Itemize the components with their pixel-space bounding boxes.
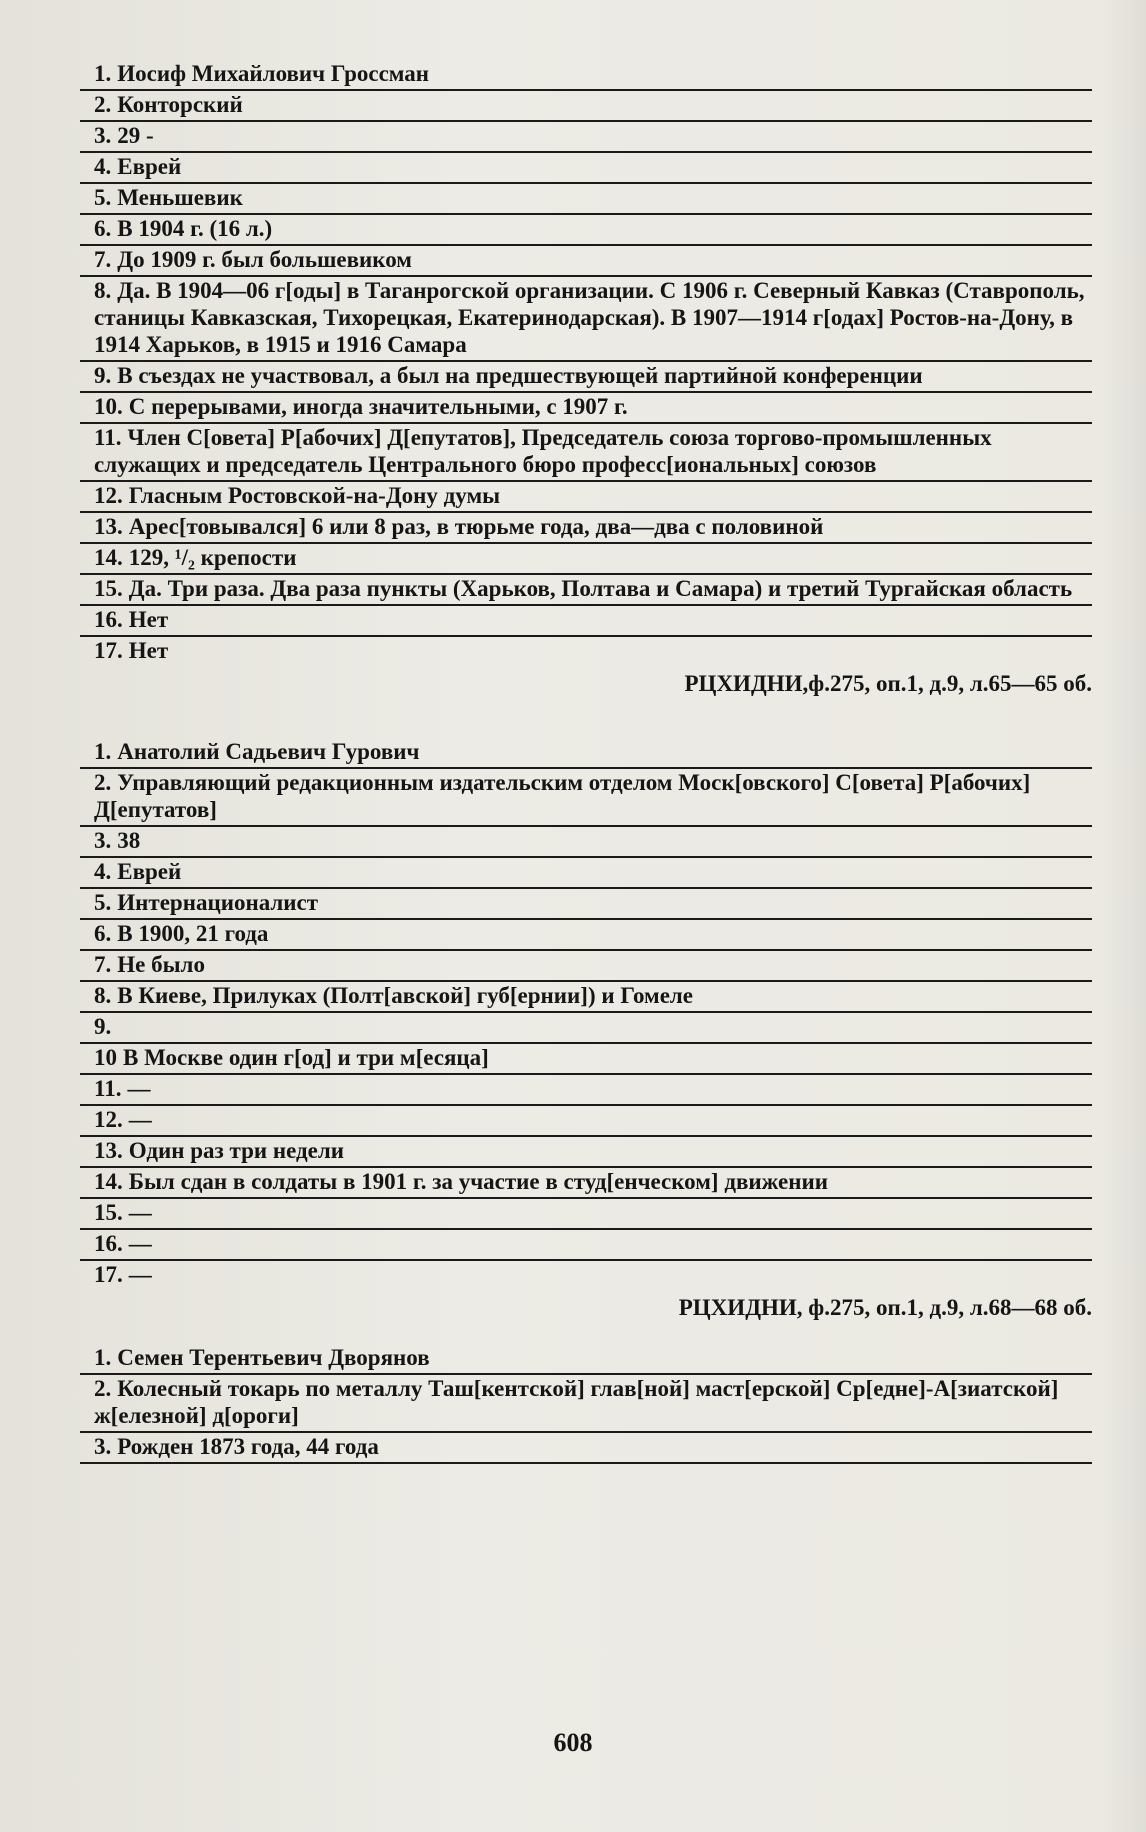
answer-row: 1. Анатолий Садьевич Гурович	[80, 738, 1092, 769]
document-body	[80, 60, 1092, 1464]
questionnaire-record-1	[80, 60, 1092, 698]
answer-row: 4. Еврей	[80, 858, 1092, 889]
answer-row: 3. Рожден 1873 года, 44 года	[80, 1433, 1092, 1464]
record-gap	[80, 698, 1092, 738]
answer-row: 14. Был сдан в солдаты в 1901 г. за участие в студ[енческом] движении	[80, 1168, 1092, 1199]
answer-row: 10. С перерывами, иногда значительными, с 1907 г.	[80, 393, 1092, 424]
answer-row: 9. В съездах не участвовал, а был на предшествующей партийной конференции	[80, 362, 1092, 393]
archive-source-reference: РЦХИДНИ,ф.275, оп.1, д.9, л.65—65 об.	[684, 671, 1092, 696]
answer-row: 5. Меньшевик	[80, 184, 1092, 215]
answer-row: 12. Гласным Ростовской-на-Дону думы	[80, 482, 1092, 513]
answer-row: 12. —	[80, 1106, 1092, 1137]
archive-source-reference: РЦХИДНИ, ф.275, оп.1, д.9, л.68—68 об.	[678, 1295, 1092, 1320]
answer-row: 8. Да. В 1904—06 г[оды] в Таганрогской организации. С 1906 г. Северный Кавказ (Ставрополь, станицы Кавказская, Тихорецкая, Екатеринодарская). В 1907—1914 г[одах] Ростов-на-Дону, в 1914 Харьков, в 1915 и 1916 Самара	[80, 277, 1092, 362]
answer-row: 2. Управляющий редакционным издательским отделом Моск[овского] С[овета] Р[абочих] Д[епутатов]	[80, 769, 1092, 827]
page-number: 608	[553, 1728, 593, 1757]
answer-row: 2. Колесный токарь по металлу Таш[кентской] глав[ной] маст[ерской] Ср[едне]-А[зиатской] ж[елезной] д[ороги]	[80, 1375, 1092, 1433]
answer-row: 15. Да. Три раза. Два раза пункты (Харьков, Полтава и Самара) и третий Тургайская область	[80, 575, 1092, 606]
questionnaire-record-2	[80, 738, 1092, 1322]
answer-row: 11. Член С[овета] Р[абочих] Д[епутатов], Председатель союза торгово-промышленных служащих и председатель Центрального бюро професс[иональных] союзов	[80, 424, 1092, 482]
bleed-through-edge	[1100, 0, 1146, 1832]
answer-row: 3. 38	[80, 827, 1092, 858]
record-gap	[80, 1322, 1092, 1344]
answer-row: 6. В 1900, 21 года	[80, 920, 1092, 951]
answer-row: 5. Интернационалист	[80, 889, 1092, 920]
answer-row: 1. Семен Терентьевич Дворянов	[80, 1344, 1092, 1375]
answer-row: 7. До 1909 г. был большевиком	[80, 246, 1092, 277]
answer-row: 2. Конторский	[80, 91, 1092, 122]
answer-row: 8. В Киеве, Прилуках (Полт[авской] губ[ернии]) и Гомеле	[80, 982, 1092, 1013]
answer-row: 16. —	[80, 1230, 1092, 1261]
answer-row: 6. В 1904 г. (16 л.)	[80, 215, 1092, 246]
answer-row: 10 В Москве один г[од] и три м[есяца]	[80, 1044, 1092, 1075]
answer-row: 3. 29 -	[80, 122, 1092, 153]
answer-row: 7. Не было	[80, 951, 1092, 982]
answer-row: 14. 129, ¹/₂ крепости	[80, 544, 1092, 575]
answer-row: 16. Нет	[80, 606, 1092, 637]
answer-row: 1. Иосиф Михайлович Гроссман	[80, 60, 1092, 91]
answer-row: 17. —	[94, 1262, 152, 1287]
answer-row: 11. —	[80, 1075, 1092, 1106]
questionnaire-record-3	[80, 1344, 1092, 1464]
answer-row: 13. Арес[товывался] 6 или 8 раз, в тюрьме года, два—два с половиной	[80, 513, 1092, 544]
answer-row: 17. Нет	[94, 638, 169, 663]
answer-row: 9.	[80, 1013, 1092, 1044]
answer-row: 13. Один раз три недели	[80, 1137, 1092, 1168]
answer-row: 4. Еврей	[80, 153, 1092, 184]
answer-row: 15. —	[80, 1199, 1092, 1230]
